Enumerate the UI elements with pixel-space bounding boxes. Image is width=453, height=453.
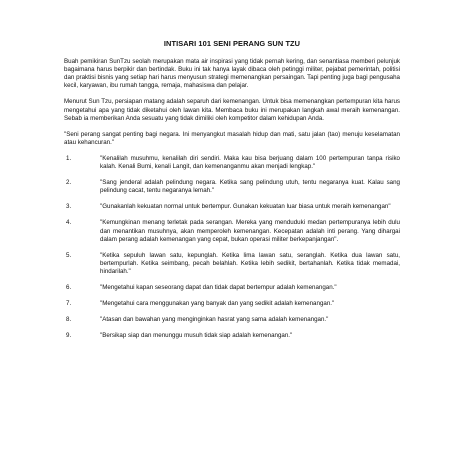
list-item bbox=[64, 179, 400, 195]
list-number: 6. bbox=[66, 283, 72, 291]
document-title: INTISARI 101 SENI PERANG SUN TZU bbox=[163, 39, 301, 48]
list-item bbox=[64, 300, 400, 308]
list-number: 5. bbox=[66, 251, 72, 259]
list-number: 1. bbox=[66, 154, 72, 162]
list-number: 9. bbox=[66, 332, 72, 340]
intro-paragraph-1: Buah pemikiran SunTzu seolah merupakan mata air inspirasi yang tidak pernah kering, dan senantiasa memberi pelunjuk bagaimana harus berpikir dan bertindak. Buku ini tak hanya layak dibaca oleh petinggi militer, pejabat pemerintah, politisi dan praktisi bisnis yang setiap hari harus menyusun strategi memenangkan persaingan. Tapi penting juga bagi pengusaha kecil, karyawan, ibu rumah tangga, remaja, mahasiswa dan pelajar. bbox=[64, 58, 400, 90]
quote-list bbox=[64, 155, 400, 340]
list-number: 2. bbox=[66, 179, 72, 187]
list-item bbox=[64, 332, 400, 340]
list-text: "Atasan dan bawahan yang menginginkan hasrat yang sama adalah kemenangan." bbox=[100, 316, 329, 324]
list-item bbox=[64, 155, 400, 171]
list-item bbox=[64, 316, 400, 324]
list-text: "Ketika sepuluh lawan satu, kepunglah. Ketika lima lawan satu, seranglah. Ketika dua lawan satu, bertempurlah. Ketika seimbang, pecah belahlah. Ketika lebih sedikit, bertahanlah. Ketika tidak memadai, hindarilah." bbox=[100, 251, 400, 275]
list-text: "Kenalilah musuhmu, kenalilah diri sendiri. Maka kau bisa berjuang dalam 100 pertempuran tanpa risiko kalah. Kenali Bumi, kenali Langit, dan kemenanganmu akan menjadi lengkap." bbox=[100, 154, 400, 171]
intro-paragraph-2: Menurut Sun Tzu, persiapan matang adalah separuh dari kemenangan. Untuk bisa memenangkan pertempuran kita harus mengetahui apa yang tidak diketahui oleh lawan kita. Membaca buku ini merupakan langkah awal meraih kemenangan. Sebab ia memberikan Anda sesuatu yang tidak dimiliki oleh kompetitor dalam kehidupan Anda. bbox=[64, 98, 400, 122]
list-item bbox=[64, 203, 400, 211]
list-text: "Sang jenderal adalah pelindung negara. Ketika sang pelindung utuh, tentu negaranya kuat. Kalau sang pelindung cacat, tentu negaranya lemah." bbox=[100, 179, 400, 195]
list-number: 8. bbox=[66, 316, 72, 324]
document-page bbox=[64, 40, 400, 348]
list-item bbox=[64, 284, 400, 292]
list-text: "Bersikap siap dan menunggu musuh tidak siap adalah kemenangan." bbox=[100, 332, 293, 340]
list-item bbox=[64, 219, 400, 243]
list-text: "Kemungkinan menang terletak pada serangan. Mereka yang menduduki medan pertempuranya lebih dulu dan menantikan musuhnya, akan memperoleh kemenangan. Kecepatan adalah inti perang. Yang dihargai dalam perang adalah kemenangan yang cepat, bukan operasi militer berkepanjangan". bbox=[100, 219, 400, 243]
list-text: "Mengetahui cara menggunakan yang banyak dan yang sedikit adalah kemenangan." bbox=[100, 300, 335, 308]
list-item bbox=[64, 252, 400, 276]
intro-quote: "Seni perang sangat penting bagi negara. Ini menyangkut masalah hidup dan mati, satu jalan (tao) menuju keselamatan atau kehancuran." bbox=[64, 130, 400, 146]
list-number: 7. bbox=[66, 300, 72, 308]
list-text: "Gunakanlah kekuatan normal untuk bertempur. Gunakan kekuatan luar biasa untuk meraih kemenangan" bbox=[100, 203, 391, 211]
list-text: "Mengetahui kapan seseorang dapat dan tidak dapat bertempur adalah kemenangan." bbox=[100, 283, 337, 291]
list-number: 3. bbox=[66, 203, 72, 211]
list-number: 4. bbox=[66, 219, 72, 227]
